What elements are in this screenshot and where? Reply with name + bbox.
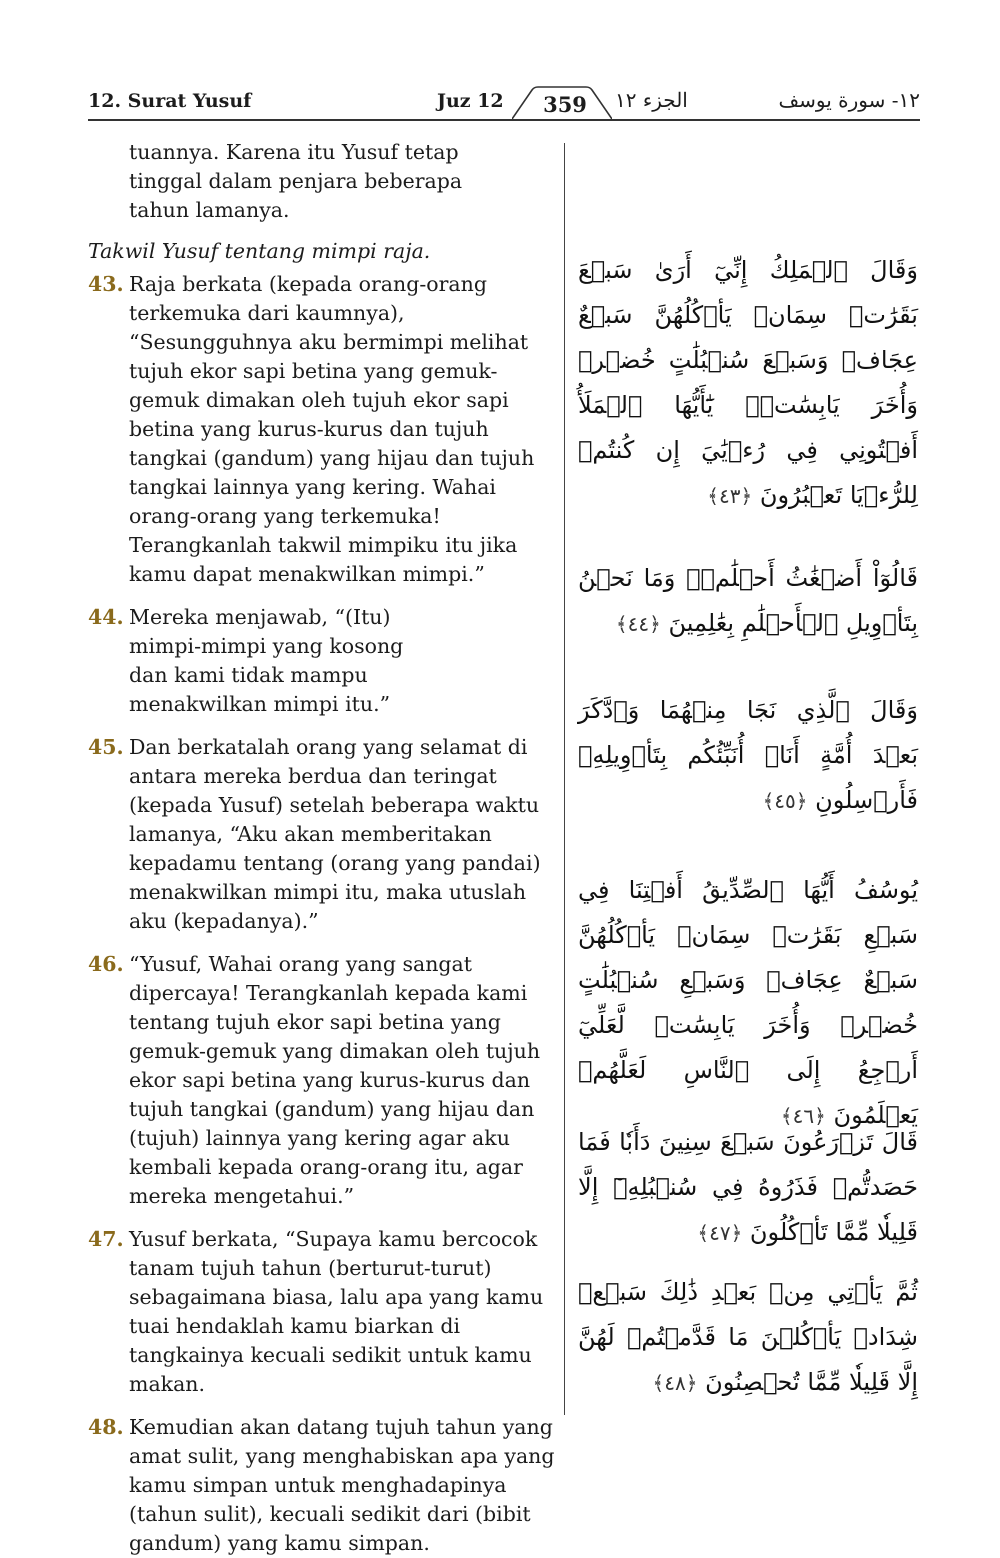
verse-translation — [88, 603, 560, 719]
continued-text: tuannya. Karena itu Yusuf tetap tinggal dalam penjara beberapa tahun lamanya. — [129, 140, 463, 222]
verse-number: 44. — [88, 605, 124, 629]
verse-translation — [88, 1225, 560, 1399]
verse-number: 46. — [88, 952, 124, 976]
juz-label-latin: Juz 12 — [437, 90, 504, 112]
verse-end-marker: ﴿٤٣﴾ — [707, 484, 753, 508]
arabic-verse — [578, 556, 918, 647]
verse-number: 45. — [88, 735, 124, 759]
verse-number: 48. — [88, 1415, 124, 1439]
verse-translation — [88, 1413, 560, 1558]
arabic-text: وَقَالَ ٱلۡمَلِكُ إِنِّيٓ أَرَىٰ سَبۡعَ بَقَرَٰتٖ سِمَانٖ يَأۡكُلُهُنَّ سَبۡعٌ عِجَافٞ وَسَبۡعَ سُنۢبُلَٰتٍ خُضۡرٖ وَأُخَرَ يَابِسَٰتٖۖ يَٰٓأَيُّهَا ٱلۡمَلَأُ أَفۡتُونِي فِي رُءۡيَٰيَ إِن كُنتُمۡ لِلرُّءۡيَا تَعۡبُرُونَ — [578, 256, 918, 509]
arabic-verse — [578, 868, 918, 1139]
verse-number: 47. — [88, 1227, 124, 1251]
column-divider — [564, 143, 565, 1415]
page-header — [88, 86, 920, 126]
verse-end-marker: ﴿٤٧﴾ — [697, 1221, 743, 1245]
arabic-verse — [578, 1120, 918, 1256]
arabic-text: ثُمَّ يَأۡتِي مِنۢ بَعۡدِ ذَٰلِكَ سَبۡعٞ شِدَادٞ يَأۡكُلۡنَ مَا قَدَّمۡتُمۡ لَهُنَّ إِلَّا قَلِيلٗا مِّمَّا تُحۡصِنُونَ — [578, 1278, 918, 1396]
juz-label-arabic: الجزء ١٢ — [615, 88, 688, 112]
verse-translation — [88, 950, 560, 1211]
verse-translation — [88, 270, 560, 589]
verse-translation — [88, 733, 560, 936]
arabic-text: يُوسُفُ أَيُّهَا ٱلصِّدِّيقُ أَفۡتِنَا فِي سَبۡعِ بَقَرَٰتٖ سِمَانٖ يَأۡكُلُهُنَّ سَبۡعٌ عِجَافٞ وَسَبۡعِ سُنۢبُلَٰتٍ خُضۡرٖ وَأُخَرَ يَابِسَٰتٖ لَّعَلِّيٓ أَرۡجِعُ إِلَى ٱلنَّاسِ لَعَلَّهُمۡ يَعۡلَمُونَ — [578, 876, 918, 1129]
arabic-verse — [578, 1270, 918, 1406]
section-heading: Takwil Yusuf tentang mimpi raja. — [88, 239, 431, 263]
surah-title-latin: 12. Surat Yusuf — [88, 90, 252, 112]
translation-text: Mereka menjawab, “(Itu) mimpi-mimpi yang kosong dan kami tidak mampu menakwilkan mimpi itu.” — [129, 605, 404, 716]
translation-text: Yusuf berkata, “Supaya kamu bercocok tanam tujuh tahun (berturut-turut) sebagaimana biasa, lalu apa yang kamu tuai hendaklah kamu biarkan di tangkainya kecuali sedikit untuk kamu makan. — [129, 1227, 544, 1396]
verse-end-marker: ﴿٤٨﴾ — [652, 1371, 698, 1395]
translation-text: Dan berkatalah orang yang selamat di antara mereka berdua dan teringat (kepada Yusuf) setelah beberapa waktu lamanya, “Aku akan memberitakan kepadamu tentang (orang yang pandai) menakwilkan mimpi itu, maka utuslah aku (kepadanya).” — [129, 735, 541, 933]
translation-column — [88, 138, 560, 1558]
arabic-text: قَالُوٓاْ أَضۡغَٰثُ أَحۡلَٰمٖۖ وَمَا نَحۡنُ بِتَأۡوِيلِ ٱلۡأَحۡلَٰمِ بِعَٰلِمِينَ — [578, 564, 918, 637]
surah-title-arabic: ١٢- سورة يوسف — [778, 88, 920, 112]
arabic-text: وَقَالَ ٱلَّذِي نَجَا مِنۡهُمَا وَٱدَّكَرَ بَعۡدَ أُمَّةٍ أَنَا۠ أُنَبِّئُكُم بِتَأۡوِيلِهِۦ فَأَرۡسِلُونِ — [578, 696, 918, 814]
verse-end-marker: ﴿٤٤﴾ — [615, 612, 661, 636]
arabic-verse — [578, 248, 918, 519]
translation-text: Raja berkata (kepada orang-orang terkemuka dari kaumnya), “Sesungguhnya aku bermimpi melihat tujuh ekor sapi betina yang gemuk-gemuk dimakan oleh tujuh ekor sapi betina yang kurus-kurus dan tujuh tangkai (gandum) yang hijau dan tujuh tangkai lainnya yang kering. Wahai orang-orang yang terkemuka! Terangkanlah takwil mimpiku itu jika kamu dapat menakwilkan mimpi.” — [129, 272, 535, 586]
translation-text: Kemudian akan datang tujuh tahun yang amat sulit, yang menghabiskan apa yang kamu simpan untuk menghadapinya (tahun sulit), kecuali sedikit dari (bibit gandum) yang kamu simpan. — [129, 1415, 555, 1555]
arabic-text: قَالَ تَزۡرَعُونَ سَبۡعَ سِنِينَ دَأَبٗا فَمَا حَصَدتُّمۡ فَذَرُوهُ فِي سُنۢبُلِهِۦٓ إِلَّا قَلِيلٗا مِّمَّا تَأۡكُلُونَ — [578, 1128, 918, 1246]
arabic-verse — [578, 688, 918, 824]
verse-end-marker: ﴿٤٦﴾ — [780, 1104, 826, 1128]
verse-end-marker: ﴿٤٥﴾ — [762, 789, 808, 813]
verse-number: 43. — [88, 272, 124, 296]
page-number: 359 — [543, 92, 587, 117]
translation-text: “Yusuf, Wahai orang yang sangat dipercaya! Terangkanlah kepada kami tentang tujuh ekor sapi betina yang gemuk-gemuk yang dimakan oleh tujuh ekor sapi betina yang kurus-kurus dan tujuh tangkai (gandum) yang hijau dan (tujuh) lainnya yang kering agar aku kembali kepada orang-orang itu, agar mereka mengetahui.” — [129, 952, 541, 1208]
header-rule — [88, 119, 920, 121]
